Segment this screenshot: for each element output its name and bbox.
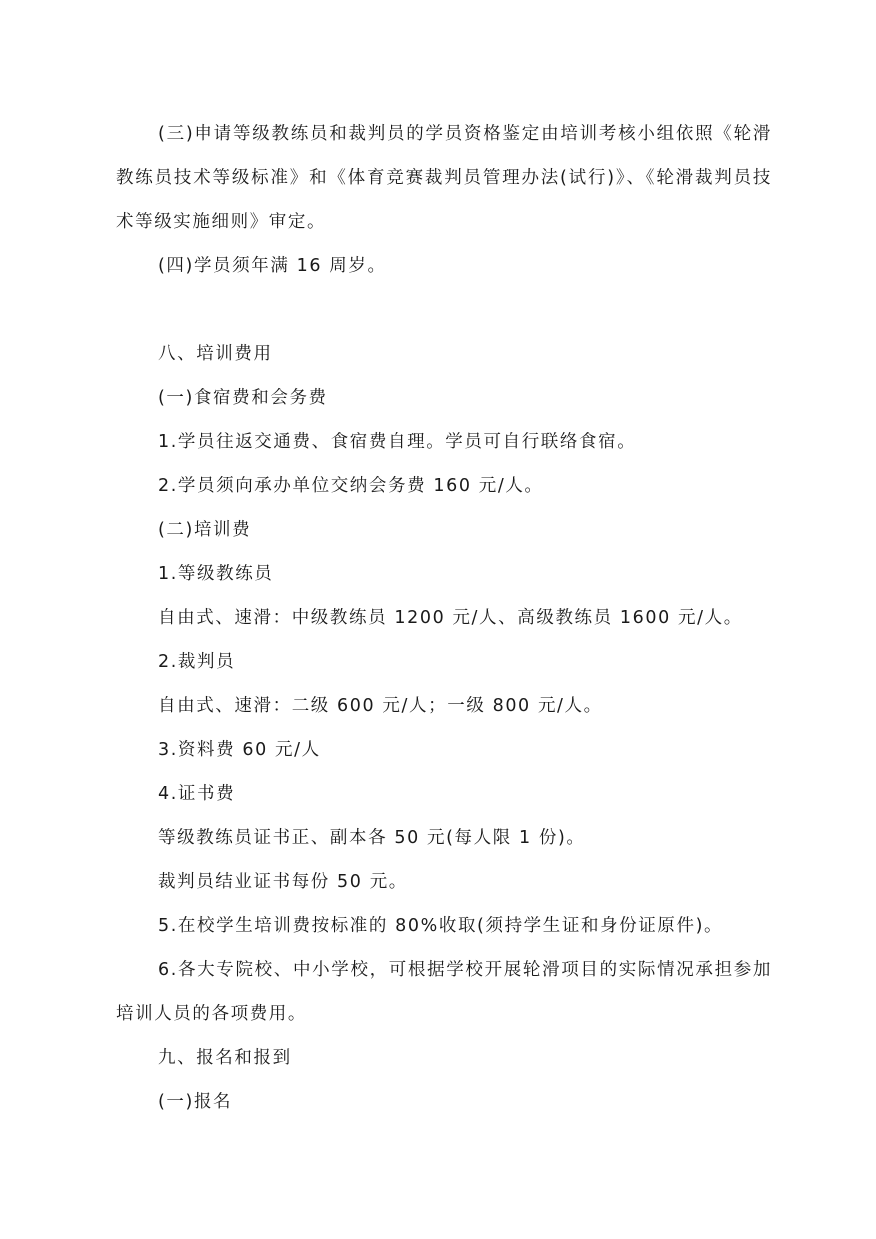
item-coach-fees: 自由式、速滑：中级教练员 1200 元/人、高级教练员 1600 元/人。 bbox=[158, 608, 743, 628]
item-school-expenses: 6.各大专院校、中小学校，可根据学校开展轮滑项目的实际情况承担参加培训人员的各项费用。 bbox=[116, 960, 772, 1024]
heading-registration: 九、报名和报到 bbox=[158, 1048, 292, 1068]
item-travel-expenses: 1.学员往返交通费、食宿费自理。学员可自行联络食宿。 bbox=[158, 432, 637, 452]
item-coach-certificate: 等级教练员证书正、副本各 50 元(每人限 1 份)。 bbox=[158, 828, 586, 848]
item-certificate-fee: 4.证书费 bbox=[158, 784, 236, 804]
item-conference-fee: 2.学员须向承办单位交纳会务费 160 元/人。 bbox=[158, 476, 544, 496]
paragraph-age-requirement: (四)学员须年满 16 周岁。 bbox=[158, 256, 387, 276]
item-coach-level: 1.等级教练员 bbox=[158, 564, 274, 584]
item-student-discount: 5.在校学生培训费按标准的 80%收取(须持学生证和身份证原件)。 bbox=[158, 916, 724, 936]
subheading-training-fee: (二)培训费 bbox=[158, 520, 252, 540]
item-referee-fees: 自由式、速滑：二级 600 元/人；一级 800 元/人。 bbox=[158, 696, 603, 716]
subheading-signup: (一)报名 bbox=[158, 1092, 233, 1112]
item-referee-certificate: 裁判员结业证书每份 50 元。 bbox=[158, 872, 408, 892]
subheading-lodging-fees: (一)食宿费和会务费 bbox=[158, 388, 328, 408]
item-referee: 2.裁判员 bbox=[158, 652, 236, 672]
item-material-fee: 3.资料费 60 元/人 bbox=[158, 740, 321, 760]
paragraph-qualification: (三)申请等级教练员和裁判员的学员资格鉴定由培训考核小组依照《轮滑教练员技术等级标准》和《体育竞赛裁判员管理办法(试行)》、《轮滑裁判员技术等级实施细则》审定。 bbox=[116, 124, 772, 232]
heading-training-fees: 八、培训费用 bbox=[158, 344, 273, 364]
